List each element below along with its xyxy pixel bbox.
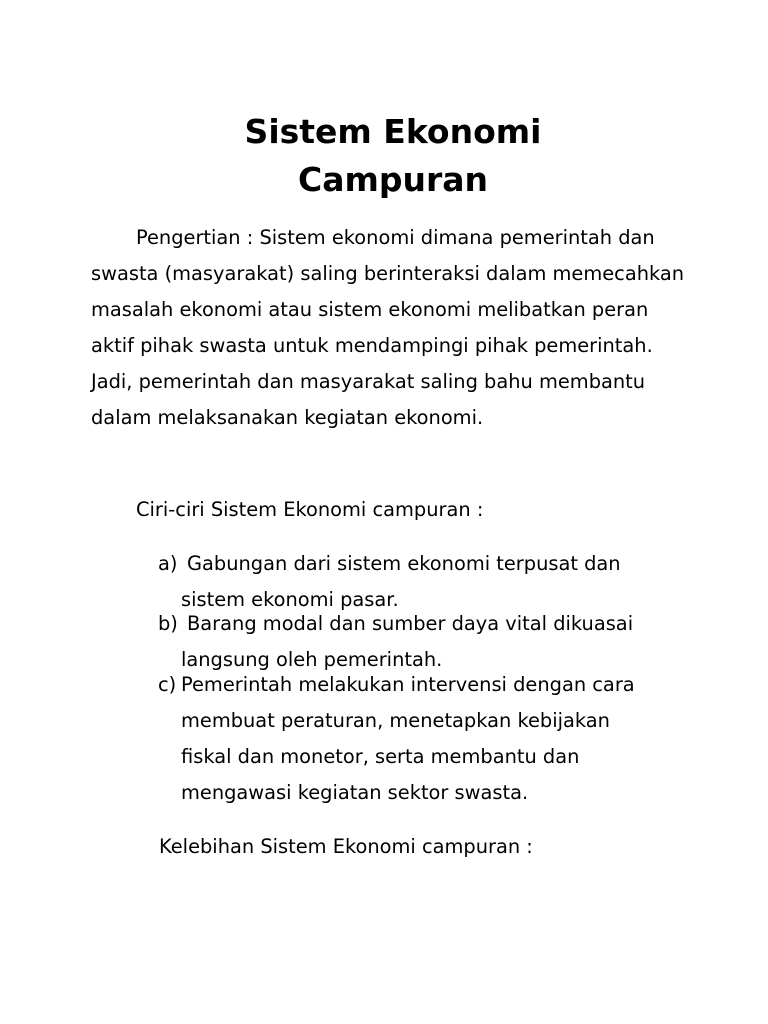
definition-paragraph: Pengertian : Sistem ekonomi dimana pemerintah dan swasta (masyarakat) saling berinteraksi dalam memecahkan masalah ekonomi atau sistem ekonomi melibatkan peran aktif pihak swasta untuk mendampingi pihak pemerintah. Jadi, pemerintah dan masyarakat saling bahu membantu dalam melaksanakan kegiatan ekonomi.	[91, 226, 685, 429]
advantages-heading: Kelebihan Sistem Ekonomi campuran :	[159, 835, 533, 858]
list-item-c-rest: membuat peraturan, menetapkan kebijakan fiskal dan monetor, serta membantu dan mengawasi kegiatan sektor swasta.	[181, 709, 610, 804]
title-line-2: Campuran	[297, 160, 489, 199]
list-item-a-first-line: Gabungan dari sistem ekonomi terpusat dan	[187, 552, 621, 575]
list-item-marker-b: b)	[158, 612, 178, 635]
page-title	[0, 108, 768, 204]
list-item-marker-c: c)	[158, 673, 177, 696]
list-item-b-first-line: Barang modal dan sumber daya vital dikuasai	[187, 612, 634, 635]
title-line-1: Sistem Ekonomi	[244, 112, 542, 151]
list-item-c-first-line: Pemerintah melakukan intervensi dengan cara	[181, 673, 635, 696]
list-item-marker-a: a)	[158, 552, 178, 575]
list-item-b-rest: langsung oleh pemerintah.	[181, 648, 443, 671]
list-item-a-rest: sistem ekonomi pasar.	[181, 588, 399, 611]
characteristics-heading: Ciri-ciri Sistem Ekonomi campuran :	[136, 498, 484, 521]
